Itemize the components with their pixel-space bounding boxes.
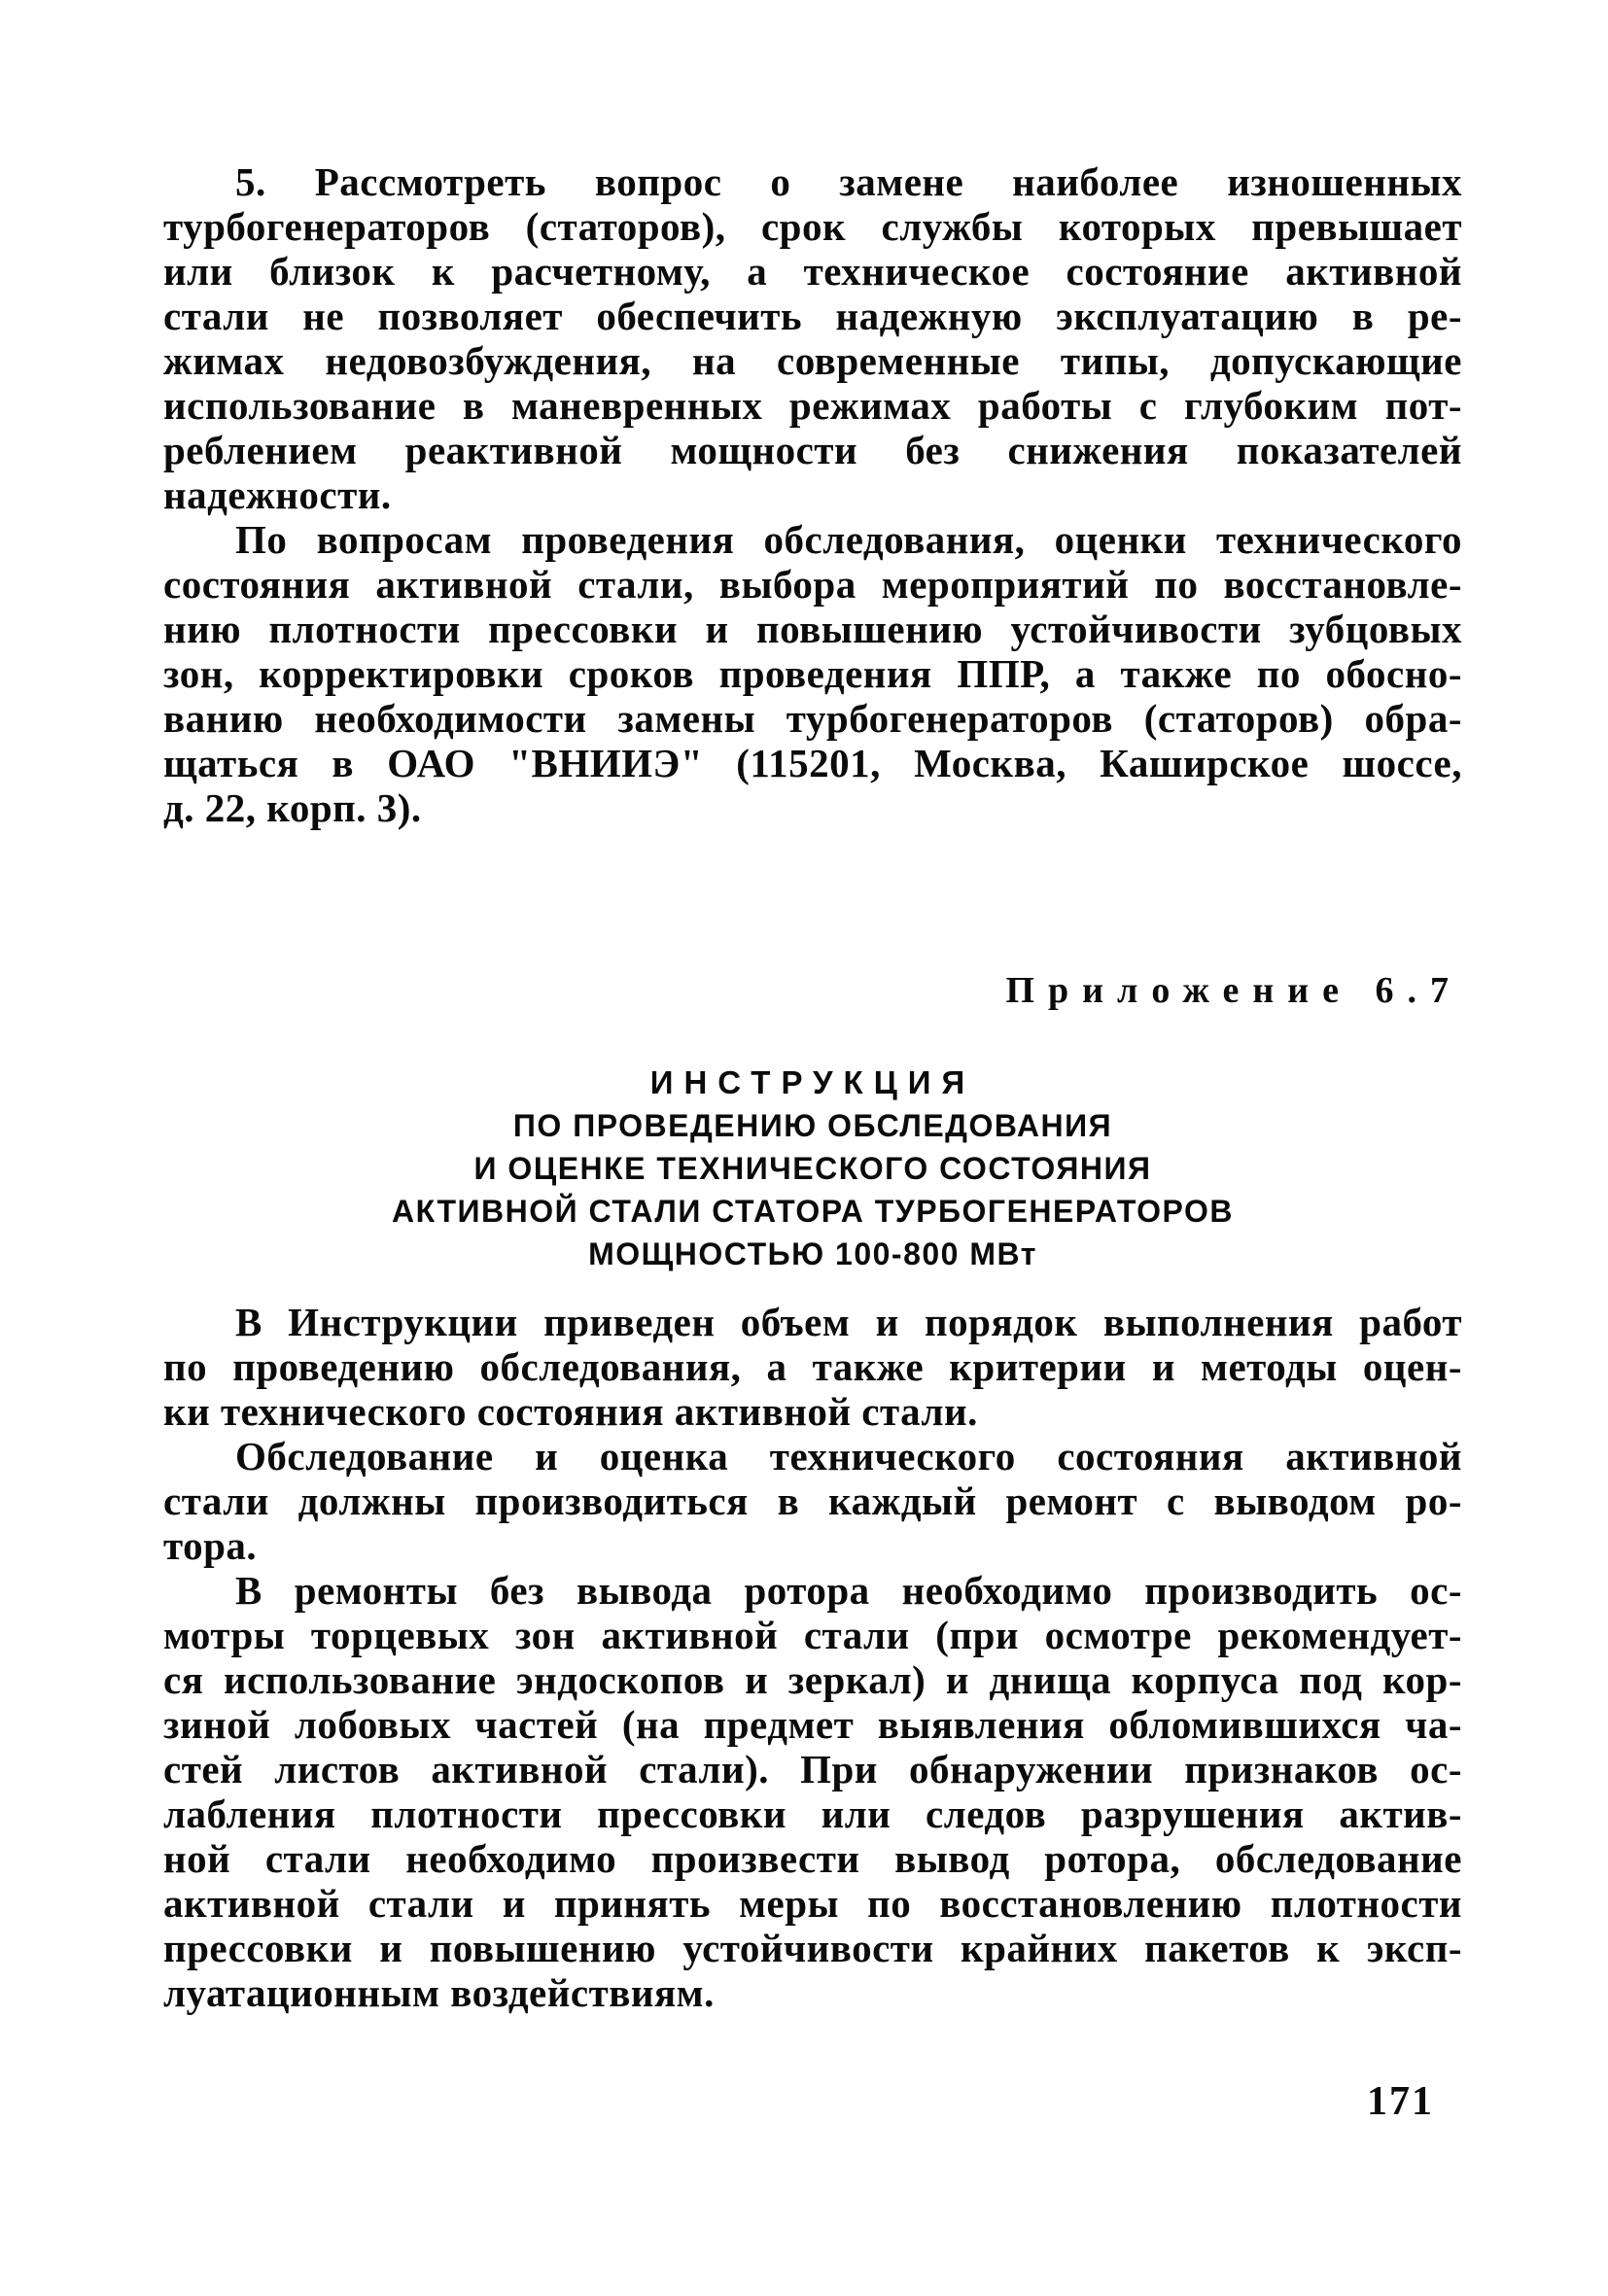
text-line: использование в маневренных режимах работы с глубоким пот- — [163, 383, 1462, 428]
text-line: щаться в ОАО "ВНИИЭ" (115201, Москва, Каширское шоссе, — [163, 741, 1462, 785]
text-line: нию плотности прессовки и повышению устойчивости зубцовых — [163, 607, 1462, 651]
text-line: зиной лобовых частей (на предмет выявления обломившихся ча- — [163, 1702, 1462, 1747]
text-line: ванию необходимости замены турбогенераторов (статоров) обра- — [163, 696, 1462, 741]
text-line: МОЩНОСТЬЮ 100-800 МВт — [588, 1236, 1037, 1271]
text-line: стей листов активной стали). При обнаружении признаков ос- — [163, 1747, 1462, 1792]
text-line: В ремонты без вывода ротора необходимо производить ос- — [235, 1568, 1462, 1613]
paragraph — [163, 1061, 1462, 1275]
text-line: луатационным воздействиям. — [163, 1970, 715, 2015]
text-line: ки технического состояния активной стали. — [163, 1389, 978, 1434]
paragraph — [163, 517, 1462, 830]
text-line: реблением реактивной мощности без снижения показателей — [163, 428, 1462, 472]
text-line: зон, корректировки сроков проведения ППР, а также по обосно- — [163, 651, 1462, 696]
text-line: ной стали необходимо произвести вывод ротора, обследование — [163, 1836, 1462, 1881]
main-text-block-bottom — [163, 1300, 1462, 2015]
text-line: ПО ПРОВЕДЕНИЮ ОБСЛЕДОВАНИЯ — [512, 1108, 1113, 1143]
text-line: В Инструкции приведен объем и порядок выполнения работ — [235, 1300, 1462, 1344]
text-line: 5. Рассмотреть вопрос о замене наиболее изношенных — [235, 159, 1462, 204]
text-line: активной стали и принять меры по восстановлению плотности — [163, 1881, 1462, 1926]
paragraph — [163, 1434, 1462, 1568]
appendix-label: Приложение 6.7 — [1005, 970, 1462, 1011]
text-line: мотры торцевых зон активной стали (при осмотре рекомендует- — [163, 1613, 1462, 1657]
text-line: состояния активной стали, выбора мероприятий по восстановле- — [163, 562, 1462, 607]
text-line: ся использование эндоскопов и зеркал) и днища корпуса под кор- — [163, 1657, 1462, 1702]
paragraph — [163, 1300, 1462, 1434]
text-line: И ОЦЕНКЕ ТЕХНИЧЕСКОГО СОСТОЯНИЯ — [473, 1151, 1152, 1186]
text-line: или близок к расчетному, а техническое состояние активной — [163, 249, 1462, 294]
paragraph — [163, 1568, 1462, 2015]
text-line: ИНСТРУКЦИЯ — [649, 1064, 976, 1100]
text-line: Обследование и оценка технического состояния активной — [235, 1434, 1462, 1478]
text-line: д. 22, корп. 3). — [163, 785, 422, 830]
text-line: По вопросам проведения обследования, оценки технического — [235, 517, 1462, 562]
paragraph — [163, 159, 1462, 517]
text-line: лабления плотности прессовки или следов разрушения актив- — [163, 1792, 1462, 1836]
text-line: прессовки и повышению устойчивости крайних пакетов к эксп- — [163, 1926, 1462, 1970]
text-line: по проведению обследования, а также критерии и методы оцен- — [163, 1344, 1462, 1389]
text-line: жимах недовозбуждения, на современные типы, допускающие — [163, 338, 1462, 383]
text-line: тора. — [163, 1523, 258, 1568]
text-line: стали должны производиться в каждый ремонт с выводом ро- — [163, 1478, 1462, 1523]
page-number: 171 — [1367, 2079, 1434, 2124]
text-line: турбогенераторов (статоров), срок службы которых превышает — [163, 204, 1462, 249]
text-line: АКТИВНОЙ СТАЛИ СТАТОРА ТУРБОГЕНЕРАТОРОВ — [392, 1194, 1234, 1229]
main-text-block-top — [163, 159, 1462, 830]
text-line: надежности. — [163, 472, 392, 517]
instruction-heading — [163, 1061, 1462, 1275]
text-line: стали не позволяет обеспечить надежную эксплуатацию в ре- — [163, 294, 1462, 338]
